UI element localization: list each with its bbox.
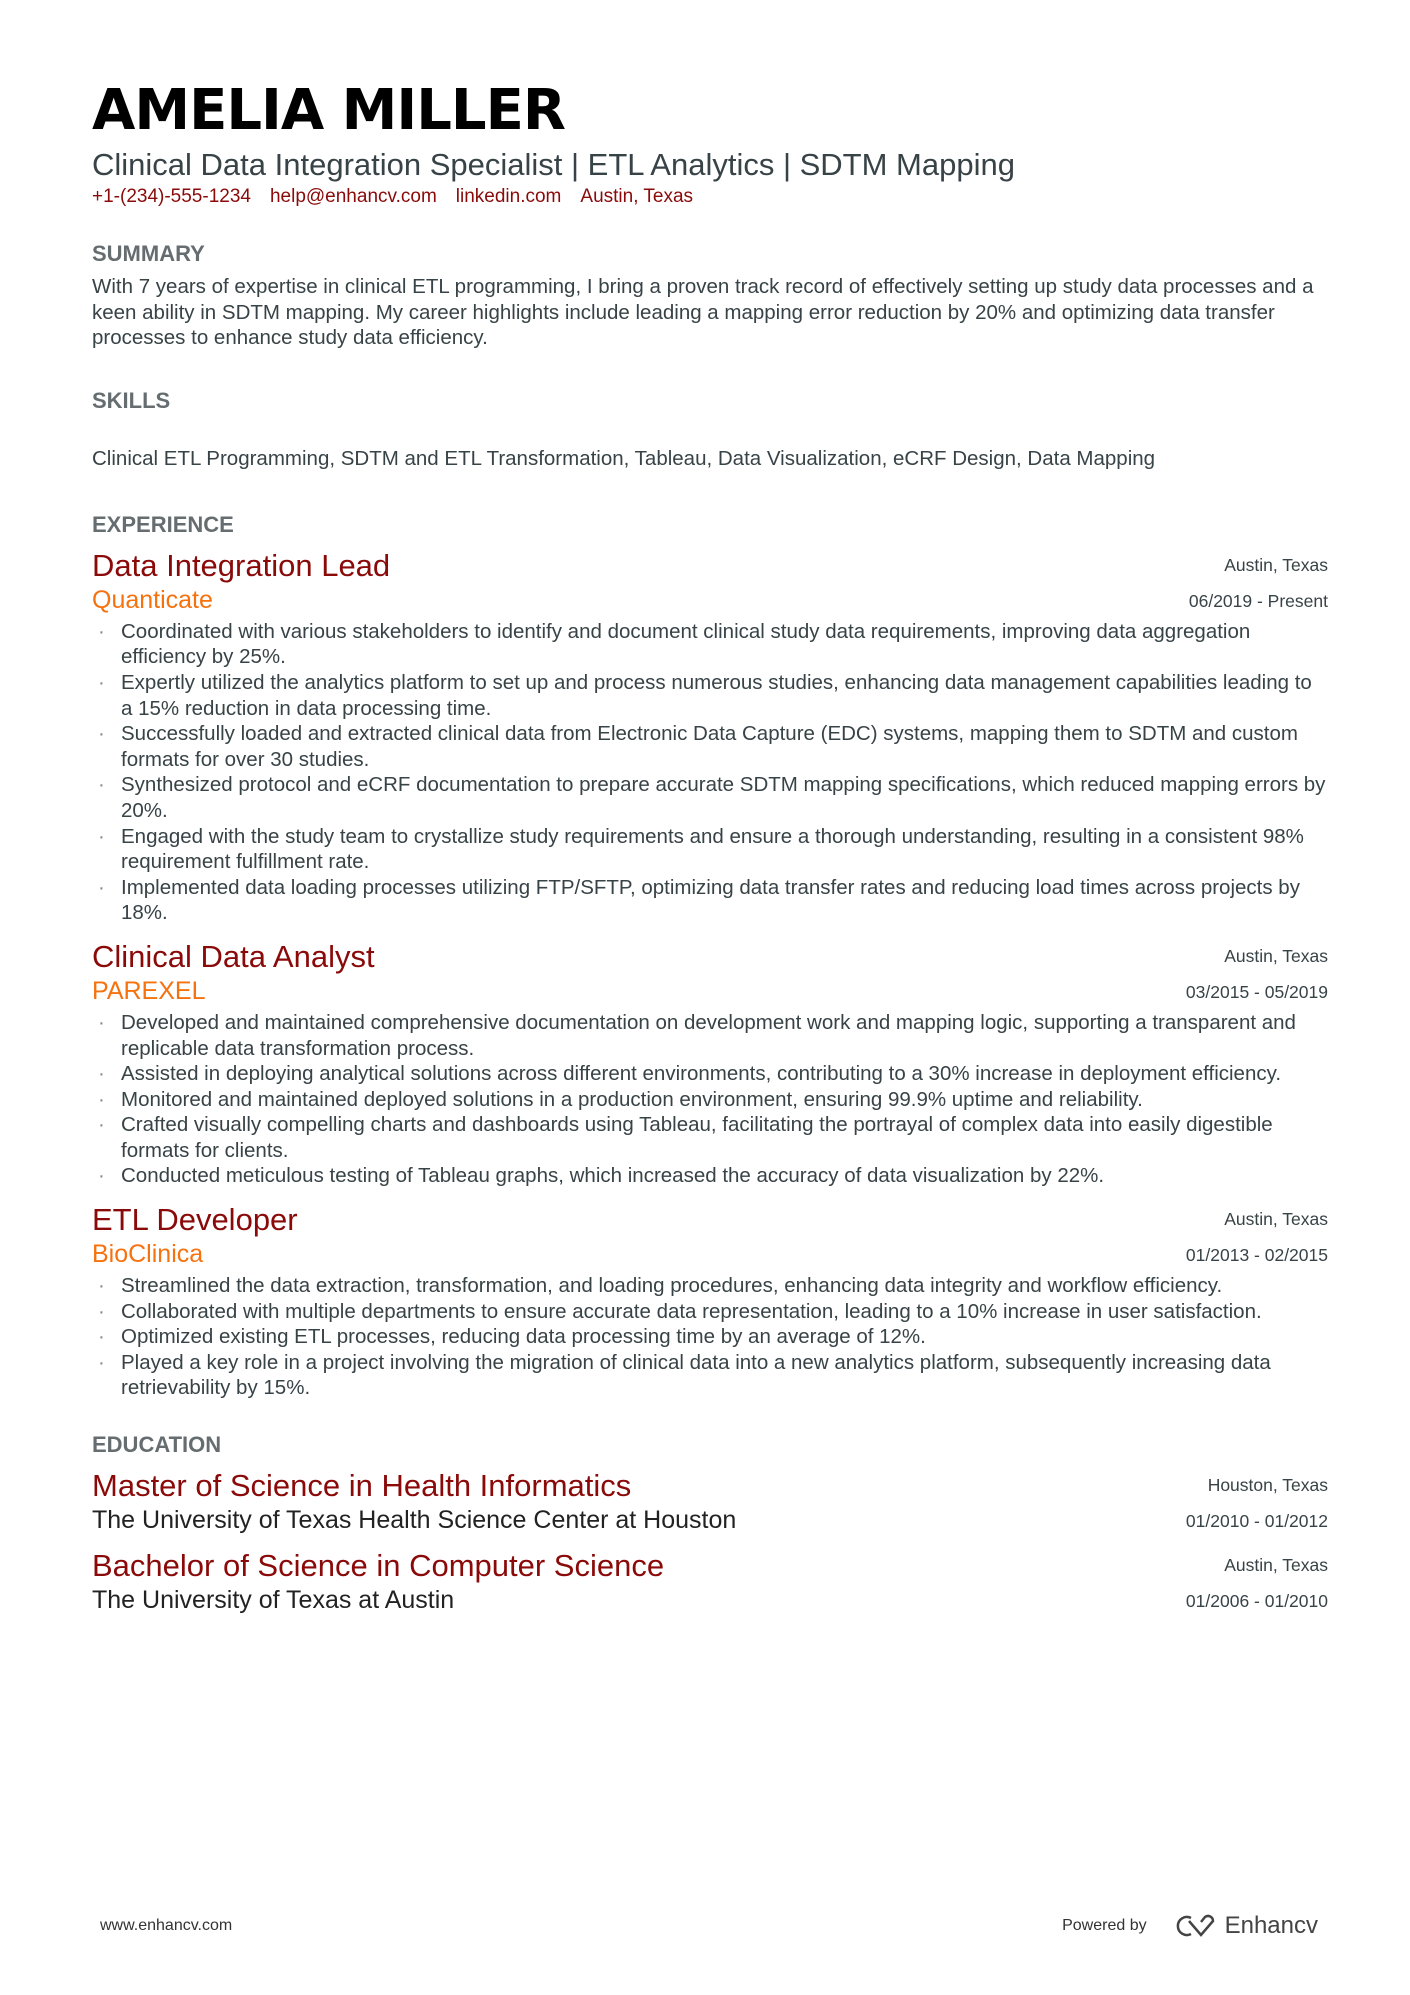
education-meta <box>1186 1467 1328 1539</box>
degree: Bachelor of Science in Computer Science <box>92 1548 665 1584</box>
bullet-item: · Developed and maintained comprehensive documentation on development work and mapping logic, supporting a transparent and replicable data transformation process. <box>92 1010 1328 1061</box>
resume <box>92 78 1328 1615</box>
education-dates: 01/2010 - 01/2012 <box>1185 1511 1328 1532</box>
website-link[interactable]: www.enhancv.com <box>100 1917 233 1934</box>
job-bullets <box>92 1010 1328 1189</box>
experience-list <box>92 547 1328 1401</box>
bullet-item: · Implemented data loading processes utilizing FTP/SFTP, optimizing data transfer rates and reducing load times across projects by 18%. <box>92 875 1328 926</box>
job-bullets <box>92 619 1328 926</box>
skills-text: Clinical ETL Programming, SDTM and ETL Transformation, Tableau, Data Visualization, eCRF Design, Data Mapping <box>92 446 1156 470</box>
bullet-item: · Expertly utilized the analytics platform to set up and process numerous studies, enhancing data management capabilities leading to a 15% reduction in data processing time. <box>92 670 1328 721</box>
job-meta <box>1189 547 1328 619</box>
phone[interactable]: +1-(234)-555-1234 <box>92 186 251 207</box>
candidate-name: AMELIA MILLER <box>92 78 565 143</box>
company-name: PAREXEL <box>92 976 206 1005</box>
experience-heading: EXPERIENCE <box>92 511 234 537</box>
bullet-item: · Played a key role in a project involving the migration of clinical data into a new analytics platform, subsequently increasing data retrievability by 15%. <box>92 1350 1328 1401</box>
powered-by <box>1062 1912 1318 1940</box>
job-location: Austin, Texas <box>1224 945 1328 966</box>
bullet-item: · Streamlined the data extraction, transformation, and loading procedures, enhancing data integrity and workflow efficiency. <box>92 1273 1328 1299</box>
skills-heading: SKILLS <box>92 387 171 413</box>
job-title: Clinical Data Analyst <box>92 938 375 974</box>
bullet-item: · Assisted in deploying analytical solutions across different environments, contributing to a 30% increase in deployment efficiency. <box>92 1061 1328 1087</box>
job-dates: 03/2015 - 05/2019 <box>1185 981 1328 1002</box>
company-name: BioClinica <box>92 1240 204 1269</box>
education-entry <box>92 1467 1328 1535</box>
bullet-item: · Crafted visually compelling charts and dashboards using Tableau, facilitating the portrayal of complex data into easily digestible formats for clients. <box>92 1112 1328 1163</box>
bullet-item: · Monitored and maintained deployed solutions in a production environment, ensuring 99.9% uptime and reliability. <box>92 1087 1328 1113</box>
company-name: Quanticate <box>92 585 213 614</box>
job-meta <box>1186 1201 1328 1273</box>
bullet-item: · Collaborated with multiple departments to ensure accurate data representation, leading to a 10% increase in user satisfaction. <box>92 1299 1328 1325</box>
contact-list <box>92 186 1328 208</box>
job-bullets <box>92 1273 1328 1401</box>
education-heading: EDUCATION <box>92 1432 222 1458</box>
headline: Clinical Data Integration Specialist | ETL Analytics | SDTM Mapping <box>92 147 1015 182</box>
job-location: Austin, Texas <box>1224 1209 1328 1230</box>
education-entry <box>92 1547 1328 1615</box>
job-entry <box>92 938 1328 1189</box>
summary-heading: SUMMARY <box>92 241 205 266</box>
location: Austin, Texas <box>580 186 694 207</box>
job-location: Austin, Texas <box>1224 554 1328 575</box>
job-entry <box>92 547 1328 926</box>
bullet-item: · Optimized existing ETL processes, reducing data processing time by an average of 12%. <box>92 1324 1328 1350</box>
education-location: Houston, Texas <box>1207 1475 1328 1496</box>
job-dates: 01/2013 - 02/2015 <box>1185 1245 1328 1266</box>
bullet-item: · Successfully loaded and extracted clinical data from Electronic Data Capture (EDC) systems, mapping them to SDTM and custom formats for over 30 studies. <box>92 721 1328 772</box>
education-location: Austin, Texas <box>1224 1555 1328 1576</box>
degree: Master of Science in Health Informatics <box>92 1468 632 1504</box>
school-name: The University of Texas at Austin <box>92 1586 455 1615</box>
footer <box>100 1912 1318 1940</box>
education-list <box>92 1467 1328 1615</box>
enhancv-logo-icon <box>1171 1913 1217 1939</box>
enhancv-logo[interactable] <box>1171 1912 1318 1940</box>
email[interactable]: help@enhancv.com <box>269 186 437 207</box>
job-title: ETL Developer <box>92 1202 298 1238</box>
job-dates: 06/2019 - Present <box>1188 590 1328 611</box>
enhancv-brand: Enhancv <box>1224 1912 1318 1939</box>
bullet-item: · Synthesized protocol and eCRF documentation to prepare accurate SDTM mapping specifications, which reduced mapping errors by 20%. <box>92 772 1328 823</box>
job-meta <box>1186 938 1328 1010</box>
bullet-item: · Conducted meticulous testing of Tableau graphs, which increased the accuracy of data visualization by 22%. <box>92 1163 1328 1189</box>
school-name: The University of Texas Health Science Center at Houston <box>92 1506 737 1535</box>
education-meta <box>1186 1547 1328 1619</box>
summary-text: With 7 years of expertise in clinical ETL programming, I bring a proven track record of effectively setting up study data processes and a keen ability in SDTM mapping. My career highlights include leading a mapping error reduction by 20% and optimizing data transfer processes to enhance study data efficiency. <box>92 275 1314 350</box>
job-entry <box>92 1201 1328 1401</box>
powered-by-label: Powered by <box>1062 1917 1147 1934</box>
education-dates: 01/2006 - 01/2010 <box>1185 1591 1328 1612</box>
bullet-item: · Coordinated with various stakeholders to identify and document clinical study data requirements, improving data aggregation efficiency by 25%. <box>92 619 1328 670</box>
job-title: Data Integration Lead <box>92 547 391 583</box>
bullet-item: · Engaged with the study team to crystallize study requirements and ensure a thorough understanding, resulting in a consistent 98% requirement fulfillment rate. <box>92 824 1328 875</box>
linkedin[interactable]: linkedin.com <box>455 186 562 207</box>
